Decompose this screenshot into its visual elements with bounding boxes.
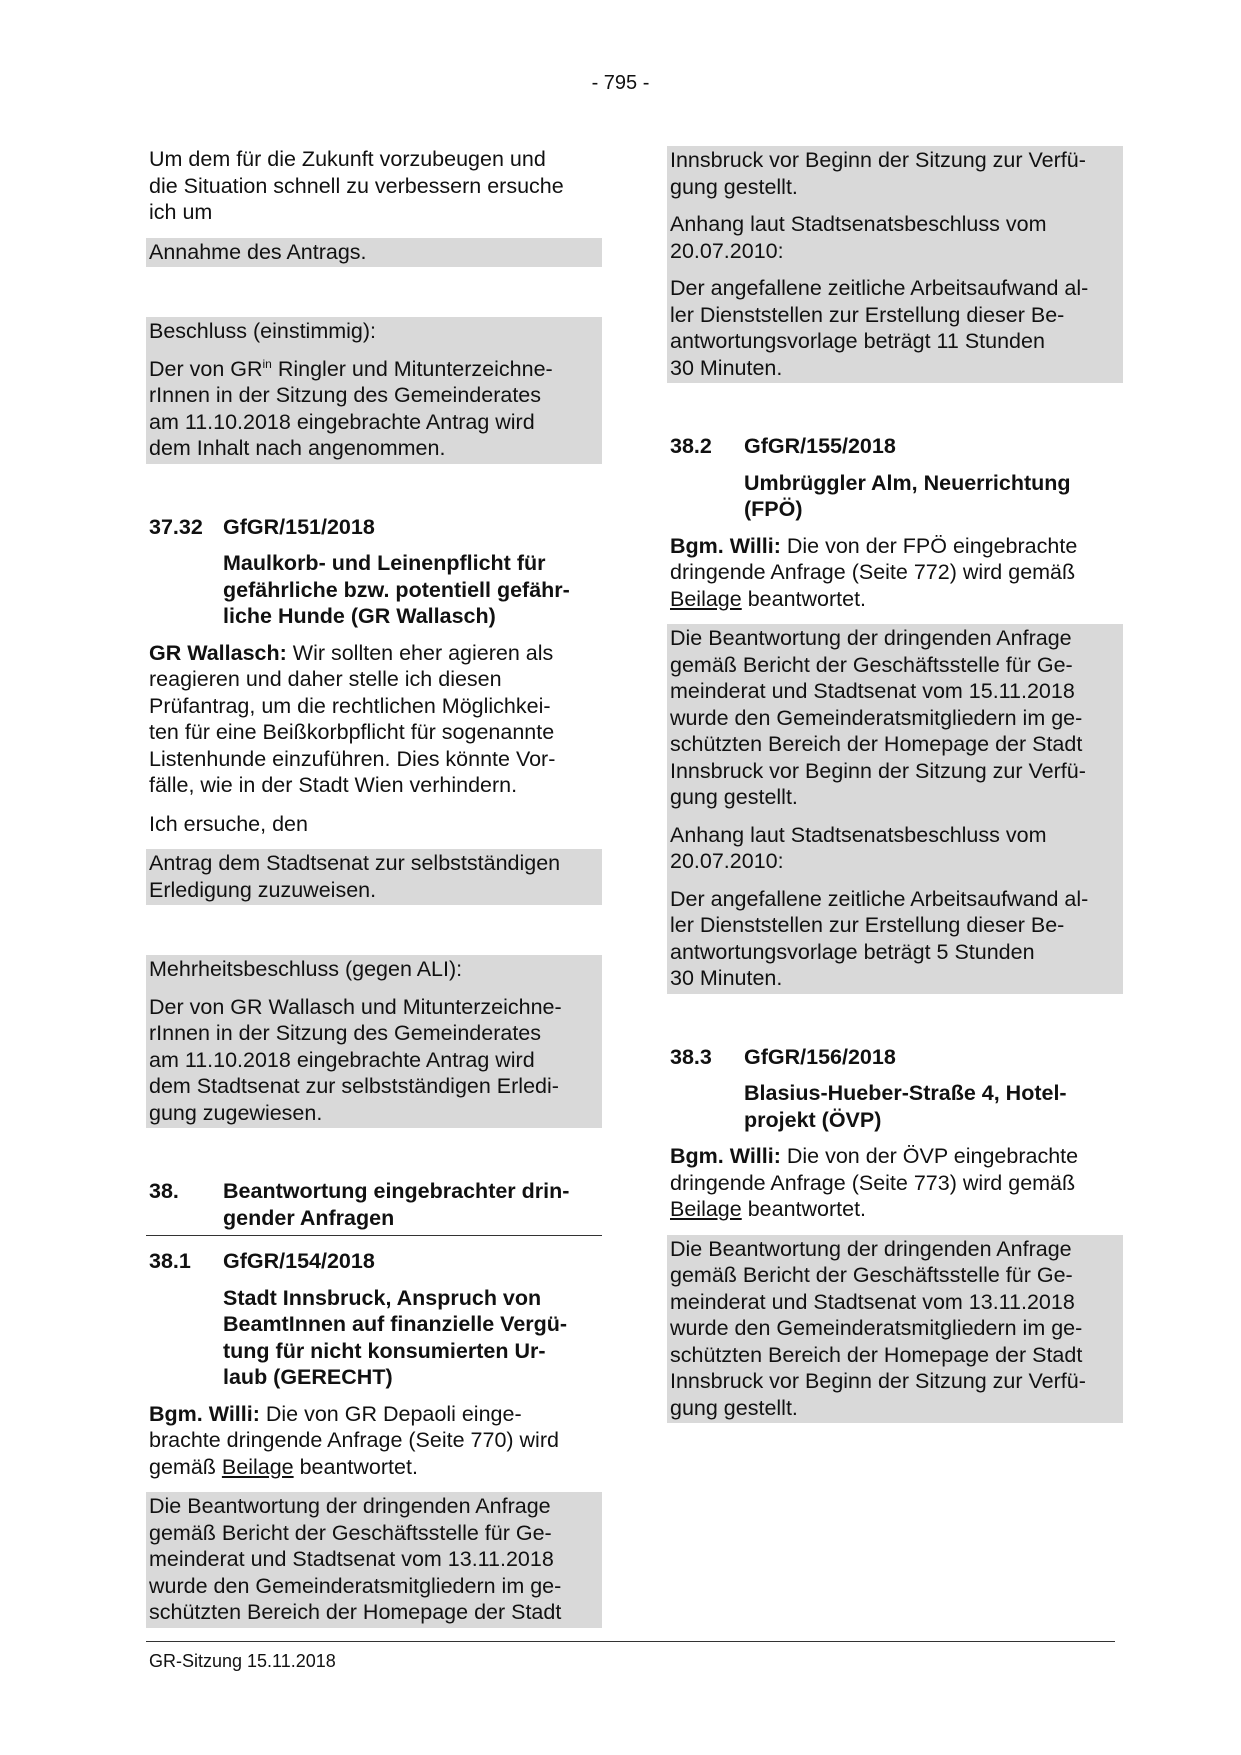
- decision-box: [146, 955, 602, 1128]
- answer-box-continued: [667, 146, 1123, 383]
- beilage-link[interactable]: Beilage: [670, 586, 742, 611]
- decision-text: Der von GR Wallasch und Mitunterzeichne- rInnen in der Sitzung des Gemeinderates am 11.10.2018 eingebrachte Antrag wird dem Stadtsenat zur selbstständigen Erledi- gung zugewiesen.: [149, 994, 562, 1125]
- item-heading: [146, 514, 602, 541]
- answer-text: Die Beantwortung der dringenden Anfrage gemäß Bericht der Geschäftsstelle für Ge- meinderat und Stadtsenat vom 15.11.2018 wurde den Gemeinderatsmitgliedern im ge- schützten Bereich der Homepage der Stadt Innsbruck vor Beginn der Sitzung zur Verfü- gung gestellt.: [670, 626, 1086, 809]
- item-title: Maulkorb- und Leinenpflicht für gefährliche bzw. potentiell gefähr- liche Hunde (GR Wallasch): [223, 551, 570, 628]
- item-heading: [667, 433, 1123, 460]
- item-heading: [146, 1248, 602, 1275]
- item-id: GfGR/154/2018: [223, 1249, 375, 1273]
- footer-text: GR-Sitzung 15.11.2018: [149, 1651, 336, 1671]
- item-number: 38.3: [670, 1044, 712, 1069]
- speaker-paragraph: Bgm. Willi: Die von der ÖVP eingebrachte dringende Anfrage (Seite 773) wird gemäß Beilage beantwortet.: [670, 1144, 1079, 1221]
- item-number: 38.1: [149, 1249, 191, 1273]
- decision-text: Der von $GR^{in}$ Ringler und Mitunterzeichne- rInnen in der Sitzung des Gemeinderates am 11.10.2018 eingebrachte Antrag wird dem Inhalt nach angenommen.: [149, 356, 553, 460]
- speaker-name: Bgm. Willi:: [149, 1401, 260, 1426]
- right-column: [667, 146, 1123, 1423]
- answer-box: [146, 1492, 602, 1628]
- item-title: Stadt Innsbruck, Anspruch von BeamtInnen auf finanzielle Vergü- tung für nicht konsumierten Ur- laub (GERECHT): [223, 1285, 568, 1389]
- anhang-text: Anhang laut Stadtsenatsbeschluss vom 20.07.2010:: [670, 822, 1047, 873]
- speaker-paragraph: GR Wallasch: Wir sollten eher agieren als reagieren und daher stelle ich diesen Prüfantrag, um die rechtlichen Möglichkei- ten für eine Beißkorbpflicht für sogenannte Listenhunde einzuführen. Dies könnte Vor- fälle, wie in der Stadt Wien verhindern.: [149, 640, 556, 797]
- item-heading: [667, 1044, 1123, 1071]
- speaker-paragraph: Bgm. Willi: Die von GR Depaoli einge- brachte dringende Anfrage (Seite 770) wird gemäß Beilage beantwortet.: [149, 1401, 559, 1479]
- decision-box: [146, 317, 602, 464]
- section-title: Beantwortung eingebrachter drin- gender Anfragen: [223, 1179, 570, 1230]
- item-title: Umbrüggler Alm, Neuerrichtung (FPÖ): [744, 470, 1071, 521]
- speaker-name: Bgm. Willi:: [670, 1144, 781, 1168]
- footer-divider: [146, 1641, 1115, 1642]
- speaker-paragraph: Bgm. Willi: Die von der FPÖ eingebrachte dringende Anfrage (Seite 772) wird gemäß Beilage beantwortet.: [670, 533, 1078, 611]
- answer-text: Die Beantwortung der dringenden Anfrage gemäß Bericht der Geschäftsstelle für Ge- meinderat und Stadtsenat vom 13.11.2018 wurde den Gemeinderatsmitgliedern im ge- schützten Bereich der Homepage der Stadt Innsbruck vor Beginn der Sitzung zur Verfü- gung gestellt.: [670, 1236, 1086, 1420]
- request-text: Annahme des Antrags.: [149, 239, 367, 264]
- page-number: - 795 -: [591, 72, 650, 94]
- speaker-name: GR Wallasch:: [149, 640, 287, 665]
- left-column: [146, 146, 602, 1628]
- section-heading: [146, 1178, 602, 1236]
- intro-paragraph: Um dem für die Zukunft vorzubeugen und die Situation schnell zu verbessern ersuche ich um: [149, 147, 564, 224]
- beilage-link[interactable]: Beilage: [670, 1197, 742, 1221]
- speaker-name: Bgm. Willi:: [670, 533, 781, 558]
- request-text: Antrag dem Stadtsenat zur selbstständigen Erledigung zuzuweisen.: [149, 851, 561, 902]
- beilage-link[interactable]: Beilage: [221, 1454, 294, 1479]
- item-id: GfGR/151/2018: [223, 514, 375, 539]
- effort-text: Der angefallene zeitliche Arbeitsaufwand al- ler Dienststellen zur Erstellung dieser Be- antwortungsvorlage beträgt 5 Stunden 30 Minuten.: [670, 886, 1089, 990]
- answer-text: Die Beantwortung der dringenden Anfrage gemäß Bericht der Geschäftsstelle für Ge- meinderat und Stadtsenat vom 13.11.2018 wurde den Gemeinderatsmitgliedern im ge- schützten Bereich der Homepage der Stadt: [149, 1494, 562, 1624]
- answer-text: Innsbruck vor Beginn der Sitzung zur Verfü- gung gestellt.: [670, 148, 1086, 199]
- decision-label: Beschluss (einstimmig):: [149, 319, 376, 343]
- decision-label: Mehrheitsbeschluss (gegen ALI):: [149, 957, 463, 981]
- answer-box: [667, 624, 1123, 994]
- answer-box: [667, 1235, 1123, 1424]
- request-intro: Ich ersuche, den: [149, 811, 308, 836]
- item-number: 38.2: [670, 434, 712, 458]
- anhang-text: Anhang laut Stadtsenatsbeschluss vom 20.07.2010:: [670, 212, 1047, 263]
- effort-text: Der angefallene zeitliche Arbeitsaufwand al- ler Dienststellen zur Erstellung dieser Be- antwortungsvorlage beträgt 11 Stunden 30 Minuten.: [670, 276, 1089, 380]
- item-number: 37.32: [149, 514, 203, 539]
- request-box: [146, 238, 602, 268]
- item-id: GfGR/155/2018: [744, 434, 896, 458]
- item-title: Blasius-Hueber-Straße 4, Hotel- projekt (ÖVP): [744, 1081, 1067, 1132]
- section-number: 38.: [149, 1179, 179, 1203]
- item-id: GfGR/156/2018: [744, 1044, 896, 1069]
- request-box: [146, 849, 602, 905]
